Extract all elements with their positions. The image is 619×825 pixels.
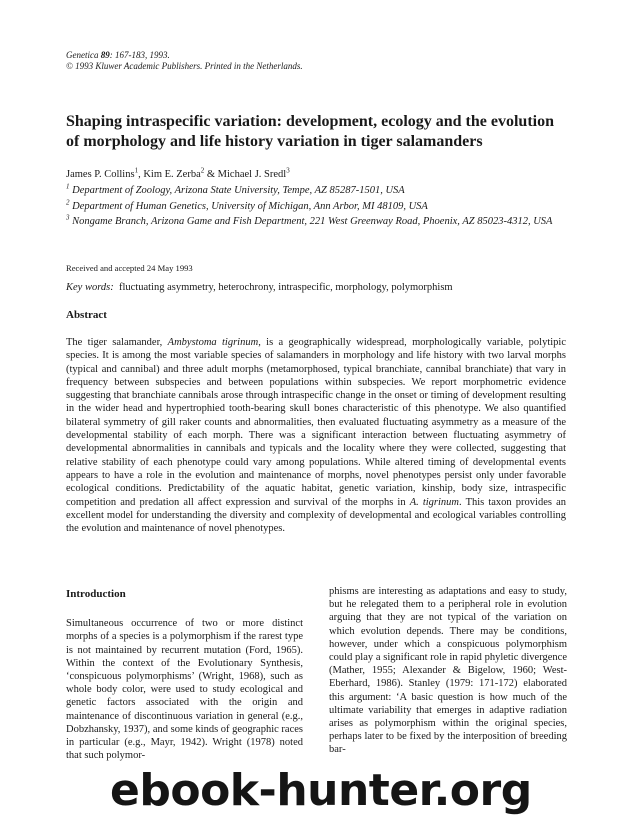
- journal-citation: [66, 50, 303, 72]
- citation-line: Genetica 89: 167-183, 1993.: [66, 50, 170, 60]
- affiliation-3: $^3$ Nongame Branch, Arizona Game and Fish Department, 221 West Greenway Road, Phoenix, AZ 85023-4312, USA: [66, 213, 553, 227]
- author-3: & Michael J. Sredl: [204, 169, 287, 180]
- introduction-heading: Introduction: [66, 588, 126, 600]
- introduction-paragraph-continued: phisms are interesting as adaptations and easy to study, but he relegated them to a peripheral role in evolution arguing that they are not typical of the variation on which evolution depends. There may be conditions, however, under which a conspicuous polymorphism could play a significant role in rapid phyletic divergence (Mather, 1955; Alexander & Bigelow, 1960; West-Eberhard, 1986). Stanley (1979: 171-172) elaborated this argument: ‘A basic question is how much of the ultimate variability that emerges in adaptive radiation arises as polymorphism within the original species, perhaps later to be fixed by the interposition of breeding bar-: [329, 586, 567, 756]
- abstract-body: The tiger salamander, Ambystoma tigrinum, is a geographically widespread, morphologically variable, polytipic species. It is among the most variable species of salamanders in morphology and life history with two larval morphs (typical and cannibal) and three adult morphs (metamorphosed, typical branchiate, cannibal branchiate) that vary in frequency between subspecies and between populations within subspecies. We report morphometric evidence suggesting that branchiate cannibals arose through intraspecific change in the onset or timing of development resulting in the wider head and hypertrophied tooth-bearing skull bones characteristic of this phenotype. We also quantified bilateral symmetry of gill raker counts and abnormalities, then evaluated fluctuating asymmetry as a measure of the developmental stability of each morph. There was a significant interaction between fluctuating asymmetry of developmental abnormalities in cannibals and typicals and the locality where they were collected, suggesting that relative stability of each phenotype could vary among populations. While altered timing of developmental events appears to have a role in the evolution and maintenance of morphs, novel phenotypes persist only under favorable ecological conditions. Predictability of the aquatic habitat, genetic variation, kinship, body size, intraspecific competition and predation all affect expression and survival of the morphs in A. tigrinum. This taxon provides an excellent model for understanding the diversity and complexity of developmental and ecological variables controlling the evolution and maintenance of novel phenotypes.: [66, 337, 566, 535]
- received-date: Received and accepted 24 May 1993: [66, 263, 193, 273]
- author-1: James P. Collins: [66, 169, 135, 180]
- introduction-right-column: [329, 585, 567, 757]
- keywords-label: Key words:: [66, 282, 114, 293]
- species-name: A. tigrinum: [409, 496, 460, 508]
- watermark-text: ebook-hunter.org: [110, 765, 532, 816]
- affiliation-1: $^1$ Department of Zoology, Arizona State University, Tempe, AZ 85287-1501, USA: [66, 182, 405, 196]
- citation-volume: 89: [100, 50, 110, 60]
- copyright-line: © 1993 Kluwer Academic Publishers. Printed in the Netherlands.: [66, 61, 303, 71]
- keywords: [66, 282, 453, 293]
- introduction-left-column: [66, 588, 303, 762]
- paper-title: Shaping intraspecific variation: development, ecology and the evolution of morphology and life history variation in tiger salamanders: [66, 113, 554, 150]
- author-2: , Kim E. Zerba: [138, 169, 201, 180]
- abstract-heading: Abstract: [66, 309, 107, 321]
- keywords-text: fluctuating asymmetry, heterochrony, intraspecific, morphology, polymorphism: [118, 282, 453, 293]
- affiliation-2: $^2$ Department of Human Genetics, University of Michigan, Ann Arbor, MI 48109, USA: [66, 198, 428, 212]
- species-name: Ambystoma tigrinum: [167, 337, 259, 348]
- introduction-paragraph: Simultaneous occurrence of two or more distinct morphs of a species is a polymorphism if the rarest type is not maintained by recurrent mutation (Ford, 1965). Within the context of the Evolutionary Synthesis, ‘conspicuous polymorphisms’ (Wright, 1968), such as whole body color, were used to study ecological and genetic factors associated with the origin and maintenance of discontinuous variation in general (e.g., Dobzhansky, 1937), and some kinds of geographic races in particular (e.g., Mayr, 1942). Wright (1978) noted that such polymor-: [66, 618, 303, 762]
- author-list: James P. Collins$^1$, Kim E. Zerba$^2$ & Michael J. Sredl$^3$: [66, 166, 290, 180]
- citation-pages: : 167-183, 1993.: [109, 50, 170, 60]
